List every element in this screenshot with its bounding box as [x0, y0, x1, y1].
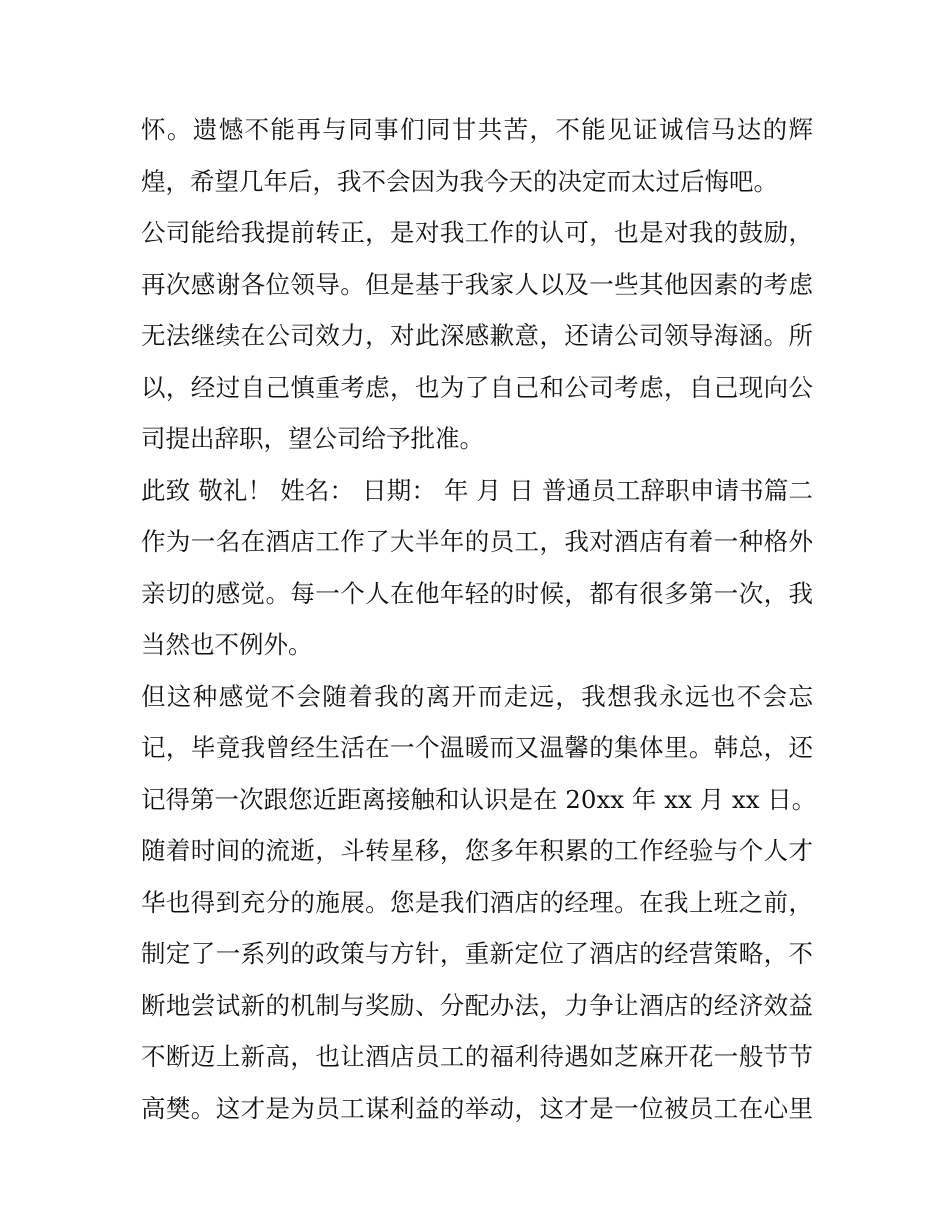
text-line-1: 怀。遗憾不能再与同事们同甘共苦，不能见证诚信马达的辉: [141, 115, 813, 144]
text-line-14: 记得第一次跟您近距离接触和认识是在 20xx 年 xx 月 xx 日。: [141, 784, 817, 814]
document-body: [141, 104, 817, 1134]
text-line-10: 亲切的感觉。每一个人在他年轻的时候，都有很多第一次，我: [141, 578, 813, 608]
text-line-18: 断地尝试新的机制与奖励、分配办法，力争让酒店的经济效益: [141, 990, 813, 1020]
text-line-12: 但这种感觉不会随着我的离开而走远，我想我永远也不会忘: [141, 681, 813, 711]
text-line-7: 司提出辞职，望公司给予批准。: [141, 424, 484, 453]
text-line-13: 记，毕竟我曾经生活在一个温暖而又温馨的集体里。韩总，还: [141, 733, 813, 762]
text-line-15: 随着时间的流逝，斗转星移，您多年积累的工作经验与个人才: [141, 836, 813, 865]
text-line-4: 再次感谢各位领导。但是基于我家人以及一些其他因素的考虑: [141, 269, 813, 299]
text-line-11: 当然也不例外。: [141, 630, 313, 659]
text-line-2: 煌，希望几年后，我不会因为我今天的决定而太过后悔吧。: [141, 166, 778, 196]
text-line-16: 华也得到充分的施展。您是我们酒店的经理。在我上班之前，: [141, 887, 813, 917]
text-line-9: 作为一名在酒店工作了大半年的员工，我对酒店有着一种格外: [141, 527, 813, 556]
text-line-17: 制定了一系列的政策与方针，重新定位了酒店的经营策略，不: [141, 939, 813, 968]
text-line-6: 以，经过自己慎重考虑，也为了自己和公司考虑，自己现向公: [141, 372, 813, 402]
text-line-19: 不断迈上新高，也让酒店员工的福利待遇如芝麻开花一般节节: [141, 1042, 813, 1071]
text-line-8: 此致 敬礼！ 姓名： 日期： 年 月 日 普通员工辞职申请书篇二: [141, 475, 813, 505]
text-line-20: 高樊。这才是为员工谋利益的举动，这才是一位被员工在心里: [141, 1093, 813, 1123]
text-line-3: 公司能给我提前转正，是对我工作的认可，也是对我的鼓励，: [141, 218, 813, 247]
text-line-5: 无法继续在公司效力，对此深感歉意，还请公司领导海涵。所: [141, 321, 813, 350]
